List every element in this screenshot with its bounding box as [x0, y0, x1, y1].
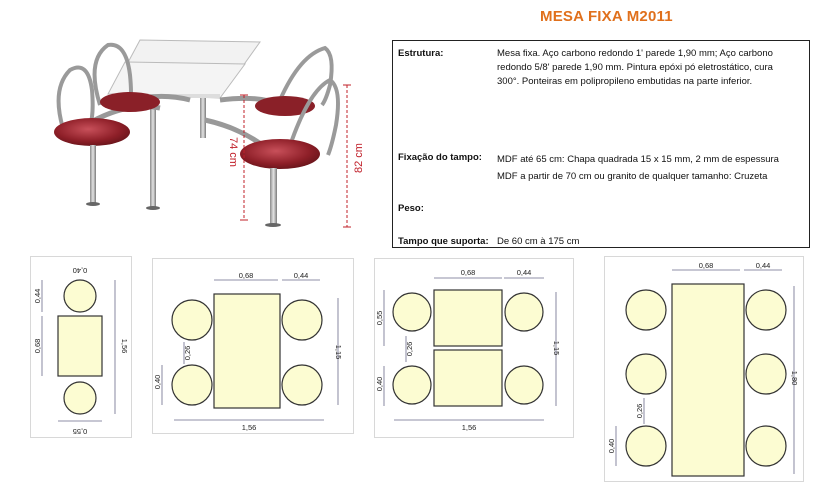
spec-value-top-size: De 60 cm à 175 cm [497, 236, 580, 247]
spec-label-structure: Estrutura: [398, 48, 444, 59]
table-top [672, 284, 744, 476]
stool-left-top [172, 300, 212, 340]
stool-left-top [393, 293, 431, 331]
spec-fixing-line-1: MDF até 65 cm: Chapa quadrada 15 x 15 mm, 2 mm de espessura [497, 154, 779, 165]
spec-value-structure [497, 47, 805, 89]
dim-d3-left-b: 0,26 [405, 341, 414, 357]
dim-d2-left-a: 0,26 [183, 345, 192, 361]
layout-diagram-4-seats-split [374, 258, 574, 438]
seat-left-back [100, 92, 160, 112]
dim-d1-bottom: 0,55 [72, 427, 88, 436]
stool-left-2 [626, 354, 666, 394]
dim-d4-top-a: 0,68 [698, 261, 714, 270]
height-measure-82 [343, 85, 365, 227]
dim-d1-right: 1,56 [120, 338, 129, 354]
spec-label-fixing: Fixação do tampo: [398, 152, 482, 163]
seat-left-front [54, 118, 130, 146]
spec-label-top-size: Tampo que suporta: [398, 236, 489, 247]
dim-d4-left-b: 0,40 [607, 438, 616, 454]
dim-d2-left-b: 0,40 [153, 374, 162, 390]
dim-d3-top-a: 0,68 [460, 268, 476, 277]
stool-right-bottom [505, 366, 543, 404]
product-photo [30, 30, 390, 250]
spec-label-weight: Peso: [398, 203, 424, 214]
table-top-upper [434, 290, 502, 346]
stool-right-2 [746, 354, 786, 394]
spec-table [392, 40, 810, 248]
dim-d1-left-mid: 0,68 [33, 338, 42, 354]
dim-d4-top-b: 0,44 [755, 261, 771, 270]
spec-structure-line-3: 300°. Ponteiras em polipropileno embutidas na parte inferior. [497, 76, 753, 87]
stool-left-bottom [393, 366, 431, 404]
seat-right-front [240, 139, 320, 169]
height-label-82: 82 cm [353, 143, 365, 173]
stool-left-3 [626, 426, 666, 466]
table-top [214, 294, 280, 408]
dim-d2-top-a: 0,68 [238, 271, 254, 280]
spec-structure-line-2: redondo 5/8' parede 1,90 mm. Pintura epóxi pó eletrostático, cura [497, 62, 773, 73]
stool-left-bottom [172, 365, 212, 405]
table-top [58, 316, 102, 376]
layout-diagram-4-seats [152, 258, 354, 434]
dim-d4-left-a: 0,26 [635, 403, 644, 419]
dim-d1-left-top: 0,44 [33, 288, 42, 304]
dim-d1-top: 0,40 [72, 266, 88, 275]
stool-right-3 [746, 426, 786, 466]
spec-structure-line-1: Mesa fixa. Aço carbono redondo 1' parede 1,90 mm; Aço carbono [497, 48, 773, 59]
dim-d3-top-b: 0,44 [516, 268, 532, 277]
table-top-lower [434, 350, 502, 406]
dim-d3-bottom: 1,56 [461, 423, 477, 432]
stool-bottom [64, 382, 96, 414]
layout-diagram-2-seats [30, 256, 132, 438]
stool-top [64, 280, 96, 312]
product-title: MESA FIXA M2011 [540, 8, 673, 25]
dim-d2-right: 1,15 [334, 344, 343, 360]
stool-right-top [282, 300, 322, 340]
spec-value-fixing [497, 151, 805, 185]
layout-diagram-6-seats [604, 256, 804, 482]
stool-right-top [505, 293, 543, 331]
spec-fixing-line-2: MDF a partir de 70 cm ou granito de qualquer tamanho: Cruzeta [497, 171, 768, 182]
stool-left-1 [626, 290, 666, 330]
dim-d3-right: 1,15 [552, 340, 561, 356]
dim-d3-left-a: 0,55 [375, 310, 384, 326]
stool-right-1 [746, 290, 786, 330]
dim-d2-top-b: 0,44 [293, 271, 309, 280]
stool-right-bottom [282, 365, 322, 405]
dim-d2-bottom: 1,56 [241, 423, 257, 432]
height-label-74: 74 cm [227, 137, 239, 167]
dim-d4-right: 1,80 [790, 370, 799, 386]
dim-d3-left-c: 0,40 [375, 376, 384, 392]
